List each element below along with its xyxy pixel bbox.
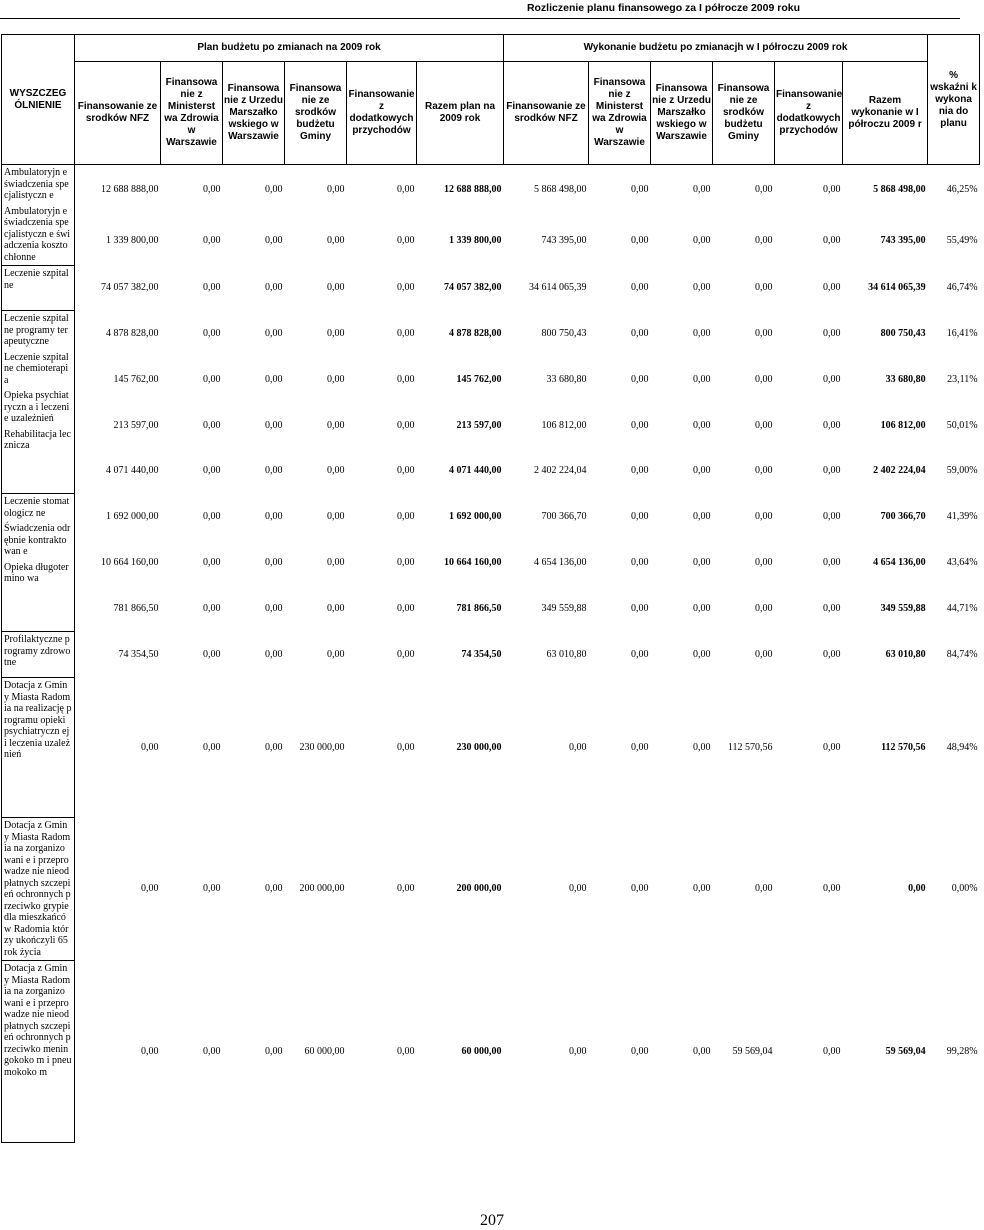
row-label-cell (2, 494, 75, 632)
plan-value-cell: 145 762,00 (113, 373, 159, 385)
plan-total-cell: 4 878 828,00 (449, 327, 502, 339)
table-row (2, 494, 980, 540)
plan-value-cell: 0,00 (397, 741, 415, 753)
plan-value-cell: 0,00 (397, 282, 415, 294)
plan-value-cell: 0,00 (327, 602, 345, 614)
exec-value-cell: 0,00 (631, 1045, 649, 1057)
exec-value-cell: 0,00 (823, 510, 841, 522)
exec-value-cell: 63 010,80 (546, 648, 587, 660)
row-label: Dotacja z Gminy Miasta Radomia na zorganizowani e i przeprowadze nie nieodpłatnych szczepień ochronnych przeciwko meningokoko m i pneumokoko m (4, 963, 72, 1078)
table-row (2, 266, 980, 311)
plan-total-cell: 1 692 000,00 (449, 510, 502, 522)
plan-value-cell: 0,00 (141, 1045, 159, 1057)
plan-value-cell: 0,00 (265, 510, 283, 522)
exec-value-cell: 0,00 (755, 602, 773, 614)
plan-value-cell: 0,00 (327, 373, 345, 385)
table-row (2, 678, 980, 818)
exec-value-cell: 4 654 136,00 (534, 556, 587, 568)
plan-value-cell: 0,00 (203, 419, 221, 431)
plan-value-cell: 1 692 000,00 (106, 510, 159, 522)
percent-cell: 41,39% (946, 510, 978, 522)
exec-value-cell: 0,00 (755, 510, 773, 522)
plan-value-cell: 0,00 (203, 234, 221, 246)
percent-cell: 46,74% (946, 282, 978, 294)
exec-total-cell: 0,00 (908, 883, 926, 895)
plan-value-cell: 0,00 (203, 184, 221, 196)
percent-column-header: % wskaźni k wykona nia do planu (928, 35, 980, 165)
exec-value-cell: 0,00 (823, 741, 841, 753)
exec-value-cell: 0,00 (755, 648, 773, 660)
plan-value-cell: 0,00 (203, 1045, 221, 1057)
exec-value-cell: 0,00 (693, 234, 711, 246)
plan-col-header: Finansowanie ze srodków NFZ (75, 62, 161, 165)
row-label: Profilaktyczne programy zdrowotne (4, 634, 71, 668)
exec-value-cell: 0,00 (823, 648, 841, 660)
exec-value-cell: 0,00 (823, 602, 841, 614)
plan-value-cell: 0,00 (397, 883, 415, 895)
exec-value-cell: 0,00 (693, 1045, 711, 1057)
exec-value-cell: 0,00 (569, 1045, 587, 1057)
exec-value-cell: 0,00 (755, 883, 773, 895)
plan-value-cell: 781 866,50 (113, 602, 159, 614)
exec-value-cell: 0,00 (631, 184, 649, 196)
exec-value-cell: 0,00 (569, 883, 587, 895)
exec-col-header: Razem wykonanie w I półroczu 2009 r (843, 62, 928, 165)
exec-value-cell: 0,00 (823, 883, 841, 895)
plan-value-cell: 0,00 (203, 741, 221, 753)
label-column-header: WYSZCZEG ÓLNIENIE (2, 35, 75, 165)
plan-value-cell: 0,00 (397, 510, 415, 522)
exec-value-cell: 0,00 (823, 556, 841, 568)
exec-value-cell: 34 614 065,39 (529, 282, 587, 294)
exec-group-header: Wykonanie budżetu po zmianacjh w I półroczu 2009 rok (504, 35, 928, 62)
exec-col-header: Finansowanie ze srodków NFZ (504, 62, 589, 165)
exec-value-cell: 800 750,43 (541, 327, 587, 339)
row-label: Dotacja z Gminy Miasta Radomia na realizację programu opieki psychiatryczn ej i leczenia uzależnień (4, 680, 72, 760)
exec-value-cell: 0,00 (693, 510, 711, 522)
plan-value-cell: 1 339 800,00 (106, 234, 159, 246)
exec-value-cell: 0,00 (823, 327, 841, 339)
header-rule (0, 18, 960, 19)
exec-total-cell: 4 654 136,00 (873, 556, 926, 568)
plan-value-cell: 12 688 888,00 (101, 184, 159, 196)
exec-value-cell: 0,00 (693, 282, 711, 294)
row-label-cell (2, 818, 75, 961)
plan-col-header: Razem plan na 2009 rok (417, 62, 504, 165)
plan-value-cell: 0,00 (203, 327, 221, 339)
row-label: Ambulatoryjn e świadczenia specjalistyczn e (4, 167, 69, 201)
plan-value-cell: 0,00 (203, 883, 221, 895)
percent-cell: 16,41% (946, 327, 978, 339)
exec-total-cell: 2 402 224,04 (873, 465, 926, 477)
plan-value-cell: 0,00 (397, 419, 415, 431)
table-row (2, 215, 980, 266)
row-label: Opieka psychiatryczn a i leczenie uzależnień (4, 390, 70, 424)
plan-value-cell: 0,00 (265, 1045, 283, 1057)
exec-total-cell: 33 680,80 (885, 373, 926, 385)
exec-total-cell: 112 570,56 (881, 741, 926, 753)
exec-value-cell: 0,00 (755, 184, 773, 196)
row-label-cell (2, 961, 75, 1143)
plan-value-cell: 0,00 (327, 234, 345, 246)
exec-value-cell: 0,00 (755, 282, 773, 294)
plan-value-cell: 60 000,00 (304, 1045, 345, 1057)
plan-value-cell: 0,00 (265, 373, 283, 385)
exec-total-cell: 743 395,00 (880, 234, 926, 246)
exec-total-cell: 700 366,70 (880, 510, 926, 522)
exec-col-header: Finansowa nie z Urzedu Marszałko wskiego w Warszawie (651, 62, 713, 165)
plan-value-cell: 0,00 (397, 556, 415, 568)
plan-total-cell: 74 354,50 (461, 648, 502, 660)
plan-value-cell: 213 597,00 (113, 419, 159, 431)
exec-total-cell: 34 614 065,39 (868, 282, 926, 294)
row-label: Dotacja z Gminy Miasta Radomia na zorganizowani e i przeprowadze nie nieodpłatnych szczepień ochronnych przeciwko grypie dla mieszkańców Radomia którzy ukończyli 65 rok życia (4, 820, 71, 958)
plan-total-cell: 4 071 440,00 (449, 465, 502, 477)
exec-value-cell: 59 569,04 (732, 1045, 773, 1057)
table-row (2, 540, 980, 586)
plan-total-cell: 230 000,00 (456, 741, 502, 753)
plan-value-cell: 0,00 (327, 327, 345, 339)
plan-value-cell: 0,00 (265, 648, 283, 660)
exec-value-cell: 0,00 (823, 465, 841, 477)
plan-value-cell: 0,00 (203, 648, 221, 660)
plan-value-cell: 230 000,00 (299, 741, 345, 753)
plan-value-cell: 0,00 (265, 184, 283, 196)
exec-value-cell: 0,00 (631, 327, 649, 339)
percent-cell: 48,94% (946, 741, 978, 753)
exec-value-cell: 0,00 (631, 556, 649, 568)
exec-total-cell: 59 569,04 (885, 1045, 926, 1057)
exec-value-cell: 0,00 (693, 184, 711, 196)
report-title: Rozliczenie planu finansowego za I półrocze 2009 roku (526, 2, 800, 14)
plan-total-cell: 200 000,00 (456, 883, 502, 895)
plan-total-cell: 145 762,00 (456, 373, 502, 385)
exec-value-cell: 33 680,80 (546, 373, 587, 385)
row-label-cell (2, 311, 75, 494)
plan-value-cell: 0,00 (327, 556, 345, 568)
plan-value-cell: 0,00 (203, 556, 221, 568)
row-label: Leczenie szpitalne chemioterapia (4, 351, 69, 386)
exec-value-cell: 106 812,00 (541, 419, 587, 431)
plan-value-cell: 0,00 (141, 741, 159, 753)
plan-value-cell: 0,00 (265, 741, 283, 753)
plan-col-header: Finansowanie z dodatkowych przychodów (347, 62, 417, 165)
table-row (2, 449, 980, 494)
plan-value-cell: 0,00 (203, 465, 221, 477)
plan-total-cell: 1 339 800,00 (449, 234, 502, 246)
plan-total-cell: 10 664 160,00 (444, 556, 502, 568)
plan-col-header: Finansowa nie z Ministerst wa Zdrowia w Warszawie (161, 62, 223, 165)
page-header (0, 0, 960, 22)
exec-value-cell: 0,00 (823, 234, 841, 246)
plan-value-cell: 0,00 (141, 883, 159, 895)
plan-value-cell: 0,00 (397, 327, 415, 339)
plan-total-cell: 12 688 888,00 (444, 184, 502, 196)
plan-total-cell: 213 597,00 (456, 419, 502, 431)
plan-total-cell: 60 000,00 (461, 1045, 502, 1057)
plan-total-cell: 781 866,50 (456, 602, 502, 614)
exec-total-cell: 5 868 498,00 (873, 184, 926, 196)
exec-value-cell: 0,00 (693, 602, 711, 614)
exec-value-cell: 0,00 (823, 1045, 841, 1057)
exec-value-cell: 0,00 (823, 184, 841, 196)
plan-col-header: Finansowa nie z Urzedu Marszałko wskiego w Warszawie (223, 62, 285, 165)
exec-total-cell: 63 010,80 (885, 648, 926, 660)
exec-value-cell: 0,00 (755, 373, 773, 385)
exec-total-cell: 106 812,00 (880, 419, 926, 431)
row-label: Leczenie szpitalne programy terapeutyczne (4, 313, 69, 347)
plan-value-cell: 0,00 (397, 602, 415, 614)
exec-value-cell: 743 395,00 (541, 234, 587, 246)
exec-value-cell: 112 570,56 (727, 741, 773, 753)
row-label-cell (2, 678, 75, 818)
plan-value-cell: 0,00 (265, 282, 283, 294)
percent-cell: 43,64% (946, 556, 978, 568)
exec-value-cell: 700 366,70 (541, 510, 587, 522)
exec-value-cell: 0,00 (693, 741, 711, 753)
exec-value-cell: 0,00 (631, 883, 649, 895)
plan-group-header: Plan budżetu po zmianach na 2009 rok (75, 35, 504, 62)
plan-value-cell: 0,00 (327, 282, 345, 294)
plan-value-cell: 0,00 (397, 648, 415, 660)
exec-value-cell: 0,00 (823, 419, 841, 431)
plan-value-cell: 0,00 (327, 465, 345, 477)
exec-value-cell: 5 868 498,00 (534, 184, 587, 196)
exec-value-cell: 349 559,88 (541, 602, 587, 614)
plan-value-cell: 0,00 (327, 510, 345, 522)
exec-value-cell: 0,00 (631, 234, 649, 246)
exec-col-header: Finansowa nie z Ministerst wa Zdrowia w Warszawie (589, 62, 651, 165)
exec-value-cell: 0,00 (693, 327, 711, 339)
exec-value-cell: 0,00 (755, 465, 773, 477)
plan-value-cell: 0,00 (265, 602, 283, 614)
plan-value-cell: 0,00 (265, 883, 283, 895)
percent-cell: 99,28% (946, 1045, 978, 1057)
table-row (2, 165, 980, 216)
row-label-cell (2, 632, 75, 678)
plan-value-cell: 0,00 (265, 327, 283, 339)
exec-col-header: Finansowa nie ze srodków budżetu Gminy (713, 62, 775, 165)
plan-value-cell: 0,00 (265, 419, 283, 431)
budget-table (1, 34, 980, 1143)
exec-value-cell: 0,00 (631, 282, 649, 294)
exec-value-cell: 0,00 (823, 282, 841, 294)
page-number: 207 (480, 1212, 504, 1229)
plan-value-cell: 74 057 382,00 (101, 282, 159, 294)
row-label: Leczenie stomatologicz ne (4, 496, 70, 519)
plan-value-cell: 0,00 (327, 184, 345, 196)
percent-cell: 44,71% (946, 602, 978, 614)
plan-value-cell: 0,00 (265, 556, 283, 568)
exec-value-cell: 0,00 (631, 602, 649, 614)
plan-value-cell: 0,00 (397, 1045, 415, 1057)
exec-value-cell: 2 402 224,04 (534, 465, 587, 477)
table-row (2, 311, 980, 357)
plan-value-cell: 0,00 (203, 602, 221, 614)
plan-value-cell: 0,00 (397, 373, 415, 385)
percent-cell: 50,01% (946, 419, 978, 431)
plan-value-cell: 0,00 (265, 234, 283, 246)
plan-value-cell: 200 000,00 (299, 883, 345, 895)
exec-value-cell: 0,00 (631, 648, 649, 660)
plan-value-cell: 0,00 (397, 465, 415, 477)
plan-col-header: Finansowa nie ze srodków budżetu Gminy (285, 62, 347, 165)
table-row (2, 586, 980, 632)
table-row (2, 818, 980, 961)
exec-value-cell: 0,00 (693, 883, 711, 895)
row-label-cell (2, 165, 75, 266)
exec-total-cell: 349 559,88 (880, 602, 926, 614)
plan-value-cell: 0,00 (397, 234, 415, 246)
exec-value-cell: 0,00 (755, 327, 773, 339)
plan-value-cell: 74 354,50 (118, 648, 159, 660)
plan-value-cell: 0,00 (327, 419, 345, 431)
plan-value-cell: 0,00 (203, 373, 221, 385)
exec-value-cell: 0,00 (631, 741, 649, 753)
exec-value-cell: 0,00 (693, 556, 711, 568)
exec-value-cell: 0,00 (693, 373, 711, 385)
percent-cell: 23,11% (947, 373, 978, 385)
exec-value-cell: 0,00 (569, 741, 587, 753)
exec-value-cell: 0,00 (755, 556, 773, 568)
table-row (2, 403, 980, 449)
plan-value-cell: 0,00 (203, 282, 221, 294)
percent-cell: 59,00% (946, 465, 978, 477)
exec-value-cell: 0,00 (755, 419, 773, 431)
percent-cell: 0,00% (951, 883, 978, 895)
plan-value-cell: 4 878 828,00 (106, 327, 159, 339)
exec-value-cell: 0,00 (823, 373, 841, 385)
plan-value-cell: 4 071 440,00 (106, 465, 159, 477)
percent-cell: 46,25% (946, 184, 978, 196)
exec-total-cell: 800 750,43 (880, 327, 926, 339)
exec-value-cell: 0,00 (693, 419, 711, 431)
plan-value-cell: 0,00 (203, 510, 221, 522)
row-label: Ambulatoryjn e świadczenia specjalistyczn e świadczenia kosztochłonne (4, 205, 71, 263)
exec-value-cell: 0,00 (631, 419, 649, 431)
exec-value-cell: 0,00 (755, 234, 773, 246)
exec-col-header: Finansowanie z dodatkowych przychodów (775, 62, 843, 165)
row-label: Opieka długotermino wa (4, 561, 69, 584)
row-label: Rehabilitacja lecznicza (4, 428, 71, 451)
plan-total-cell: 74 057 382,00 (444, 282, 502, 294)
plan-value-cell: 0,00 (327, 648, 345, 660)
row-label: Leczenie szpitalne (4, 268, 69, 291)
exec-value-cell: 0,00 (631, 465, 649, 477)
plan-value-cell: 0,00 (397, 184, 415, 196)
exec-value-cell: 0,00 (693, 465, 711, 477)
table-row (2, 632, 980, 678)
table-row (2, 961, 980, 1143)
row-label: Świadczenia odrębnie kontraktowan e (4, 523, 71, 557)
exec-value-cell: 0,00 (631, 373, 649, 385)
exec-value-cell: 0,00 (693, 648, 711, 660)
plan-value-cell: 10 664 160,00 (101, 556, 159, 568)
exec-value-cell: 0,00 (631, 510, 649, 522)
table-body (2, 165, 980, 1143)
plan-value-cell: 0,00 (265, 465, 283, 477)
row-label-cell (2, 266, 75, 311)
percent-cell: 55,49% (946, 234, 978, 246)
table-row (2, 357, 980, 403)
percent-cell: 84,74% (946, 648, 978, 660)
